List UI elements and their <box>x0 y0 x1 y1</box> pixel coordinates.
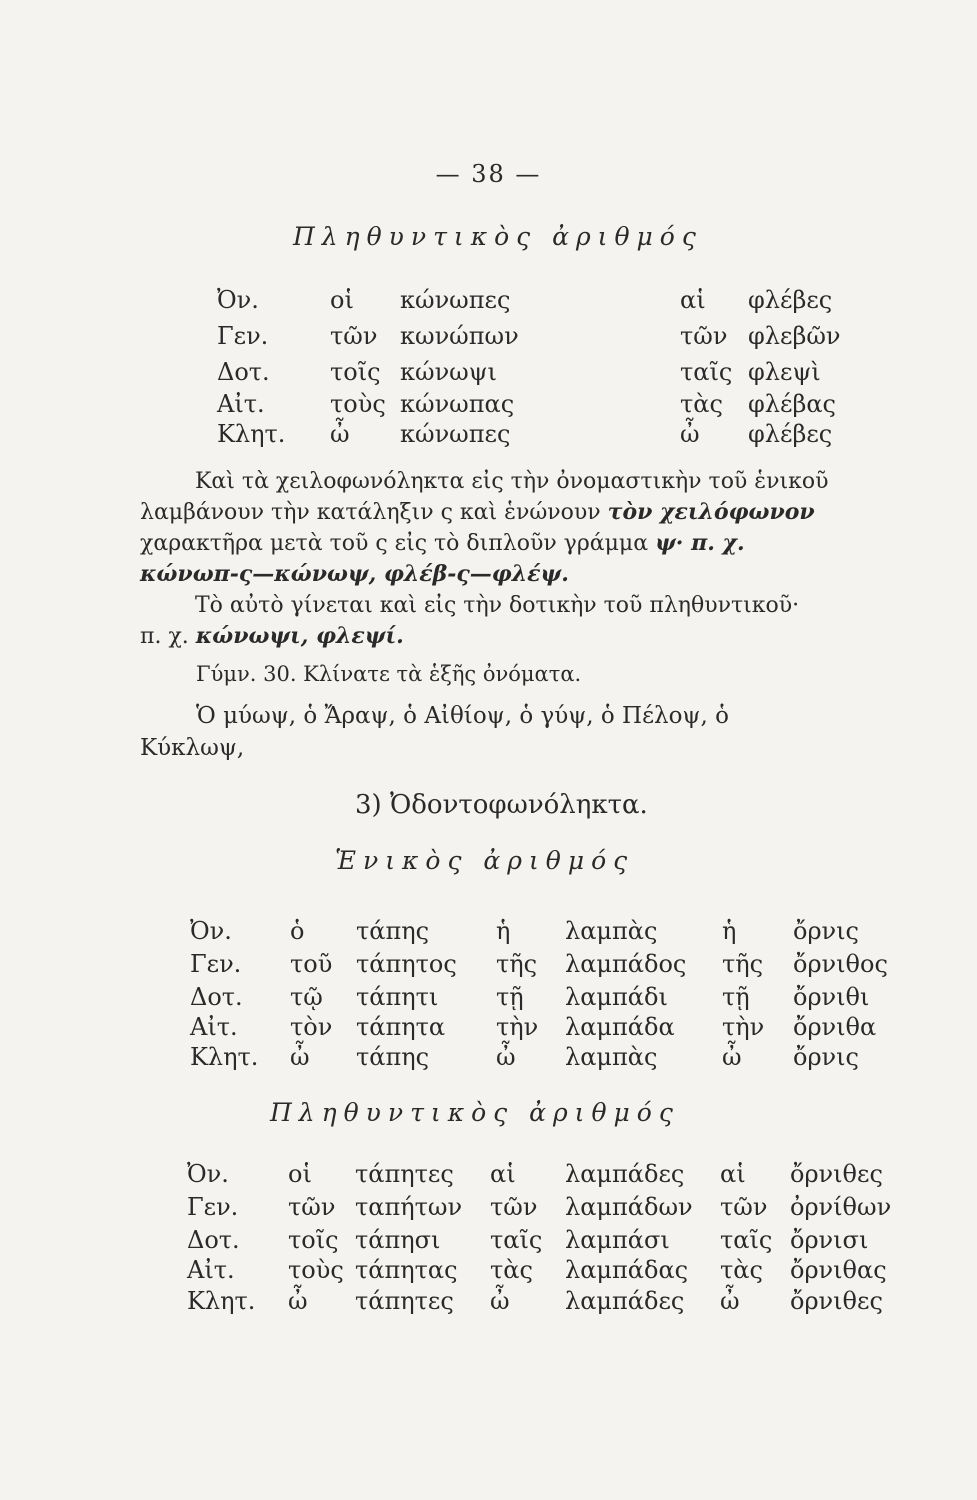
case-label: Δοτ. <box>190 983 243 1011</box>
noun: λαμπὰς <box>565 917 658 945</box>
noun: ὄρνισι <box>790 1226 869 1254</box>
article: ὦ <box>330 420 350 448</box>
article: οἱ <box>330 286 354 314</box>
article: ταῖς <box>680 358 733 386</box>
article: ὁ <box>290 917 305 945</box>
article: οἱ <box>288 1160 312 1188</box>
noun: τάπησι <box>355 1226 441 1254</box>
noun: ὄρνις <box>793 1043 859 1071</box>
article: ὦ <box>680 420 700 448</box>
case-label: Δοτ. <box>187 1226 240 1254</box>
noun: τάπητες <box>355 1287 454 1315</box>
emphasis: κώνωψι, φλεψί. <box>195 623 404 649</box>
paragraph-line: Τὸ αὐτὸ γίνεται καὶ εἰς τὴν δοτικὴν τοῦ πληθυντικοῦ· <box>195 593 800 618</box>
noun: λαμπάδες <box>565 1287 685 1315</box>
noun: ὄρνιθα <box>793 1013 877 1041</box>
case-label: Κλητ. <box>187 1287 256 1315</box>
noun: τάπης <box>356 1043 430 1071</box>
case-label: Αἰτ. <box>217 390 265 418</box>
noun: ὄρνιθος <box>793 950 888 978</box>
noun: κώνωπες <box>400 420 511 448</box>
article: τῶν <box>490 1193 538 1221</box>
article: τῶν <box>720 1193 768 1221</box>
article: ὦ <box>496 1043 516 1071</box>
noun: ὄρνιθες <box>790 1160 883 1188</box>
noun: λαμπὰς <box>565 1043 658 1071</box>
article: ὦ <box>722 1043 742 1071</box>
article: τῶν <box>288 1193 336 1221</box>
noun: τάπης <box>356 917 430 945</box>
paragraph-line <box>140 497 910 528</box>
article: τοὺς <box>288 1256 344 1284</box>
table-row <box>0 1256 977 1290</box>
text-span: λαμβάνουν τὴν κατάληξιν ς καὶ ἑνώνουν <box>140 500 608 525</box>
noun: λαμπάσι <box>565 1226 670 1254</box>
table-row <box>0 390 977 424</box>
table-row <box>0 1043 977 1077</box>
table-row <box>0 420 977 454</box>
case-label: Κλητ. <box>217 420 286 448</box>
noun: λαμπάδες <box>565 1160 685 1188</box>
table-row <box>0 1287 977 1321</box>
noun: τάπητι <box>356 983 439 1011</box>
noun: ὄρνιθας <box>790 1256 887 1284</box>
emphasis: ψ· π. χ. <box>655 530 745 556</box>
noun: κώνωπας <box>400 390 515 418</box>
emphasis: τὸν χειλόφωνον <box>607 499 815 525</box>
paragraph-line: Καὶ τὰ χειλοφωνόληκτα εἰς τὴν ὀνομαστικὴν τοῦ ἑνικοῦ <box>195 469 829 494</box>
table-row <box>0 1013 977 1047</box>
case-label: Αἰτ. <box>187 1256 235 1284</box>
article: αἱ <box>680 286 706 314</box>
article: τὰς <box>490 1256 533 1284</box>
heading-plural-2: Πληθυντικὸς ἀριθμός <box>270 1098 680 1127</box>
table-row <box>0 917 977 951</box>
article: τῆς <box>496 950 538 978</box>
article: ἡ <box>496 917 511 945</box>
article: τῷ <box>290 983 323 1011</box>
noun: φλεβῶν <box>748 322 841 350</box>
article: τὸν <box>290 1013 333 1041</box>
article: τοῦ <box>290 950 333 978</box>
article: τῶν <box>680 322 728 350</box>
table-row <box>0 286 977 320</box>
noun: τάπητας <box>355 1256 458 1284</box>
noun: ταπήτων <box>355 1193 463 1221</box>
case-label: Γεν. <box>217 322 269 350</box>
exercise-line: Ὁ μύωψ, ὁ Ἄραψ, ὁ Αἰθίοψ, ὁ γύψ, ὁ Πέλοψ, ὁ <box>196 703 729 729</box>
table-row <box>0 950 977 984</box>
table-row <box>0 983 977 1017</box>
article: τῇ <box>496 983 524 1011</box>
noun: ὀρνίθων <box>790 1193 892 1221</box>
noun: ὄρνιθι <box>793 983 870 1011</box>
noun: φλέβας <box>748 390 836 418</box>
case-label: Ὀν. <box>217 286 259 314</box>
article: ἡ <box>722 917 737 945</box>
noun: κώνωπες <box>400 286 511 314</box>
article: τῆς <box>722 950 764 978</box>
example-line: κώνωπ-ς—κώνωψ, φλέβ-ς—φλέψ. <box>140 561 569 587</box>
article: τοὺς <box>330 390 386 418</box>
noun: κώνωψι <box>400 358 497 386</box>
noun: τάπητες <box>355 1160 454 1188</box>
table-row <box>0 1160 977 1194</box>
article: τοῖς <box>330 358 381 386</box>
table-row <box>0 1226 977 1260</box>
article: τὴν <box>496 1013 539 1041</box>
article: τοῖς <box>288 1226 339 1254</box>
article: αἱ <box>490 1160 516 1188</box>
article: ὦ <box>490 1287 510 1315</box>
table-row <box>0 358 977 392</box>
article: ταῖς <box>490 1226 543 1254</box>
article: τῇ <box>722 983 750 1011</box>
article: ὦ <box>720 1287 740 1315</box>
article: τὰς <box>680 390 723 418</box>
paragraph-line <box>140 528 910 559</box>
exercise-line: Κύκλωψ, <box>140 735 245 761</box>
noun: λαμπάδας <box>565 1256 689 1284</box>
article: τὰς <box>720 1256 763 1284</box>
table-row <box>0 1193 977 1227</box>
heading-singular: Ἑνικὸς ἀριθμός <box>335 846 635 875</box>
noun: τάπητος <box>356 950 457 978</box>
article: τῶν <box>330 322 378 350</box>
case-label: Κλητ. <box>190 1043 259 1071</box>
page-number: — 38 — <box>435 160 542 188</box>
article: αἱ <box>720 1160 746 1188</box>
noun: λαμπάδος <box>565 950 687 978</box>
case-label: Δοτ. <box>217 358 270 386</box>
noun: κωνώπων <box>400 322 519 350</box>
paragraph-line <box>140 621 910 652</box>
article: τὴν <box>722 1013 765 1041</box>
case-label: Ὀν. <box>190 917 232 945</box>
noun: τάπητα <box>356 1013 446 1041</box>
text-span: π. χ. <box>140 624 196 649</box>
section-title: 3) Ὀδοντοφωνόληκτα. <box>355 790 648 820</box>
case-label: Γεν. <box>190 950 242 978</box>
article: ὦ <box>288 1287 308 1315</box>
exercise-title: Γύμν. 30. Κλίνατε τὰ ἑξῆς ὀνόματα. <box>196 662 582 686</box>
rule-paragraph <box>140 466 910 652</box>
noun: λαμπάδι <box>565 983 668 1011</box>
noun: λαμπάδα <box>565 1013 675 1041</box>
article: ταῖς <box>720 1226 773 1254</box>
article: ὦ <box>290 1043 310 1071</box>
noun: ὄρνις <box>793 917 859 945</box>
noun: φλεψὶ <box>748 358 821 386</box>
table-row <box>0 322 977 356</box>
noun: ὄρνιθες <box>790 1287 883 1315</box>
case-label: Ὀν. <box>187 1160 229 1188</box>
noun: φλέβες <box>748 420 833 448</box>
case-label: Αἰτ. <box>190 1013 238 1041</box>
noun: φλέβες <box>748 286 833 314</box>
text-span: χαρακτῆρα μετὰ τοῦ ς εἰς τὸ διπλοῦν γράμμα <box>140 531 656 556</box>
case-label: Γεν. <box>187 1193 239 1221</box>
noun: λαμπάδων <box>565 1193 693 1221</box>
heading-plural-1: Πληθυντικὸς ἀριθμός <box>293 222 703 251</box>
